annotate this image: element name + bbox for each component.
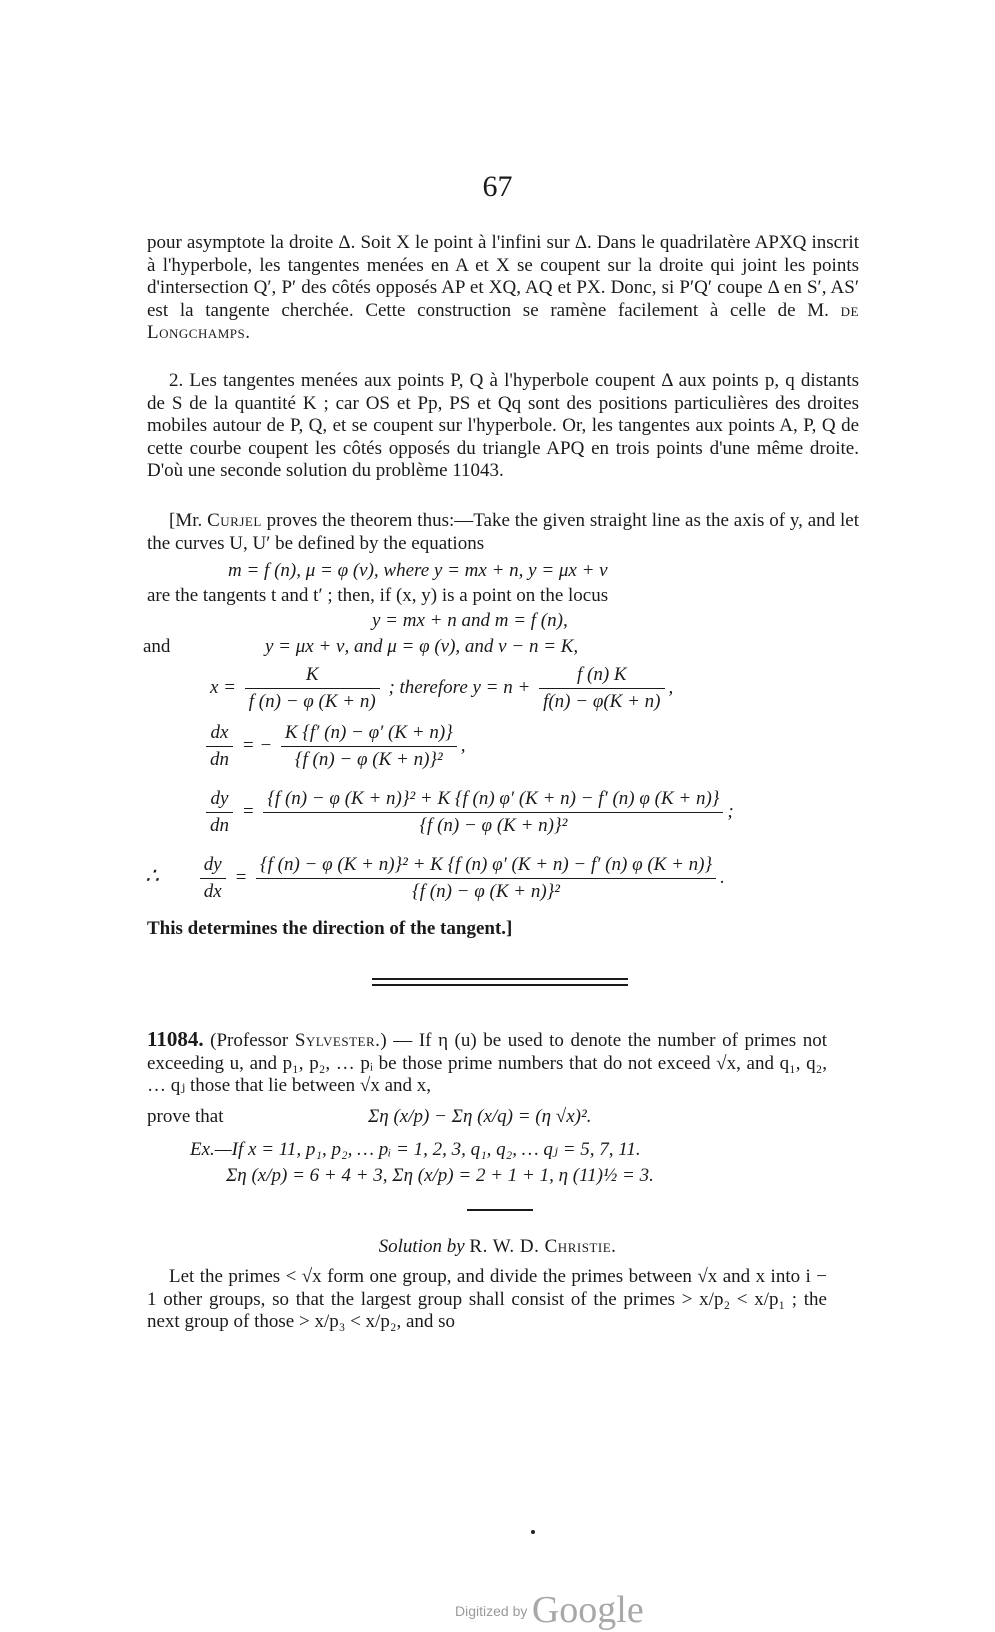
eq5-den: {f (n) − φ (K + n)}² (294, 749, 443, 770)
eq4-num: K (245, 664, 380, 689)
equation-1: m = f (n), μ = φ (ν), where y = mx + n, y = μx + ν (228, 560, 608, 581)
curjel-end (147, 918, 859, 941)
eq4-lhs: x = (210, 676, 237, 698)
eq7-lhs-den: dx (203, 881, 222, 902)
eq5-lhs (206, 722, 233, 771)
example-divider (467, 1209, 533, 1211)
equation-4: x = $\frac{K}{f (n) - \varphi (K + n)}$ ; therefore y = n + $\frac{f (n) K}{f(n) - \varphi(K + n)}$ , (210, 664, 674, 712)
curjel-end-text: This determines the direction of the tangent.] (147, 918, 513, 939)
problem-11084 (147, 1028, 827, 1098)
problem-number: 11084. (147, 1027, 204, 1051)
equation-3: y = μx + ν, and μ = φ (ν), and ν − n = K, (265, 636, 579, 657)
french-paragraph-1 (147, 232, 859, 345)
section-divider-bottom (372, 984, 628, 986)
stray-dot (531, 1530, 535, 1534)
french-paragraph-2-text: 2. Les tangentes menées aux points P, Q à l'hyperbole coupent Δ aux points p, q distants de S de la quantité K ; car OS et Pp, PS et Qq sont des positions particulières des droites mobiles autour de P, Q, et se coupent sur l'hyperbole. Or, les tangentes aux points A, P, Q de cette courbe coupent les côtés opposés du triangle APQ en trois points d'une même droite. D'où une seconde solution du problème 11043. (147, 370, 859, 481)
curjel-mid-text: are the tangents t and t′ ; then, if (x, y) is a point on the locus (147, 585, 609, 606)
google-logo: Google (531, 1589, 644, 1631)
eq4-num2: f (n) K (539, 664, 664, 689)
author-longchamps: de Longchamps. (147, 299, 860, 343)
eq6-lhs (206, 788, 233, 837)
curjel-mid (147, 585, 859, 608)
french-paragraph-2 (147, 370, 859, 483)
eq6-num: {f (n) − φ (K + n)}² + K {f (n) φ′ (K + n) − f′ (n) φ (K + n)} (263, 788, 723, 813)
digitized-by-google (455, 1588, 644, 1632)
page-number: 67 (482, 170, 513, 203)
french-paragraph-1-text: pour asymptote la droite Δ. Soit X le point à l'infini sur Δ. Dans le quadrilatère APXQ inscrit à l'hyperbole, les tangentes menées en A et X se coupent sur la droite qui joint les points d'intersection Q′, P′ des côtés opposés AP et XQ, AQ et PX. Donc, si P′Q′ coupe Δ en S′, AS′ est la tangente cherchée. Cette construction se ramène facilement à celle de M. (147, 232, 859, 321)
equation-2: y = mx + n and m = f (n), (372, 610, 568, 631)
author-sylvester: Sylvester. (294, 1030, 381, 1051)
curjel-intro-b: proves the theorem thus:—Take the given straight line as the axis of y, and let the curves U, U′ be defined by the equations (147, 510, 860, 554)
eq7-lhs (200, 854, 226, 903)
equation-5: $\frac{dx}{dn}$ = − $\frac{K \{f' (n) - \varphi' (K + n)\}}{\text{\{f (n) − φ (K + n)\}²}}$ , (202, 722, 466, 771)
solution-heading (0, 1236, 995, 1258)
author-curjel: Curjel (207, 510, 262, 531)
digitized-by-label: Digitized by (455, 1603, 528, 1619)
eq5-lhs-num: dx (206, 722, 233, 747)
eq6-lhs-den: dn (210, 815, 229, 836)
eq7-den: {f (n) − φ (K + n)}² (412, 881, 560, 902)
eq4-mid: ; therefore y = n + (388, 676, 531, 698)
eq7-rhs (256, 854, 716, 903)
section-divider-top (372, 978, 628, 980)
solution-by-label: Solution by (378, 1236, 465, 1257)
professor-open: (Professor (210, 1030, 289, 1051)
eq7-num: {f (n) − φ (K + n)}² + K {f (n) φ′ (K + n) − f′ (n) φ (K + n)} (256, 854, 716, 879)
eq5-lhs-den: dn (210, 749, 229, 770)
solution-author: R. W. D. Christie. (469, 1236, 617, 1257)
eq4-fraction-1 (245, 664, 380, 713)
example-line-2: Ση (x/p) = 6 + 4 + 3, Ση (x/p) = 2 + 1 + 1, η (11)½ = 3. (226, 1165, 654, 1186)
curjel-intro-a: [Mr. (169, 510, 203, 531)
prove-label: prove that (147, 1106, 224, 1127)
eq4-den2: f(n) − φ(K + n) (543, 691, 661, 712)
eq7-lhs-num: dy (200, 854, 226, 879)
and-label: and (143, 636, 171, 657)
eq4-fraction-2 (539, 664, 664, 713)
eq5-rhs (281, 722, 457, 771)
problem-text: ) — If η (u) be used to denote the number of primes not exceeding u, and p₁, p₂, … pᵢ be those prime numbers that do not exceed √x, and q₁, q₂, … qⱼ those that lie between √x and x, (147, 1030, 828, 1096)
prove-equation: Ση (x/p) − Ση (x/q) = (η √x)². (368, 1106, 592, 1127)
eq4-den: f (n) − φ (K + n) (248, 691, 376, 712)
therefore-sign: ∴ (145, 862, 159, 888)
eq5-num: K {f′ (n) − φ′ (K + n)} (281, 722, 457, 747)
eq6-lhs-num: dy (206, 788, 233, 813)
equation-7: ∴ $\frac{dy}{dx}$ = {f (n) − φ (K + n)}² + K {f (n) φ′ (K + n) − f′ (n) φ (K + n)} {f (n) − φ (K + n)}² . (145, 854, 725, 902)
equation-6: $\frac{dy}{dn}$ = {f (n) − φ (K + n)}² + K {f (n) φ′ (K + n) − f′ (n) φ (K + n)} {f (n) − φ (K + n)}² ; (202, 788, 734, 837)
eq6-den: {f (n) − φ (K + n)}² (419, 815, 568, 836)
solution-text-block (147, 1266, 827, 1334)
curjel-intro (147, 510, 859, 555)
solution-text: Let the primes < √x form one group, and divide the primes between √x and x into i − 1 other groups, so that the largest group shall consist of the primes > x/p₂ < x/p₁ ; the next group of those > x/p₃ < x/p₂, and so (147, 1266, 827, 1332)
eq6-rhs (263, 788, 723, 837)
example-line-1: Ex.—If x = 11, p₁, p₂, … pᵢ = 1, 2, 3, q₁, q₂, … qⱼ = 5, 7, 11. (190, 1139, 641, 1160)
